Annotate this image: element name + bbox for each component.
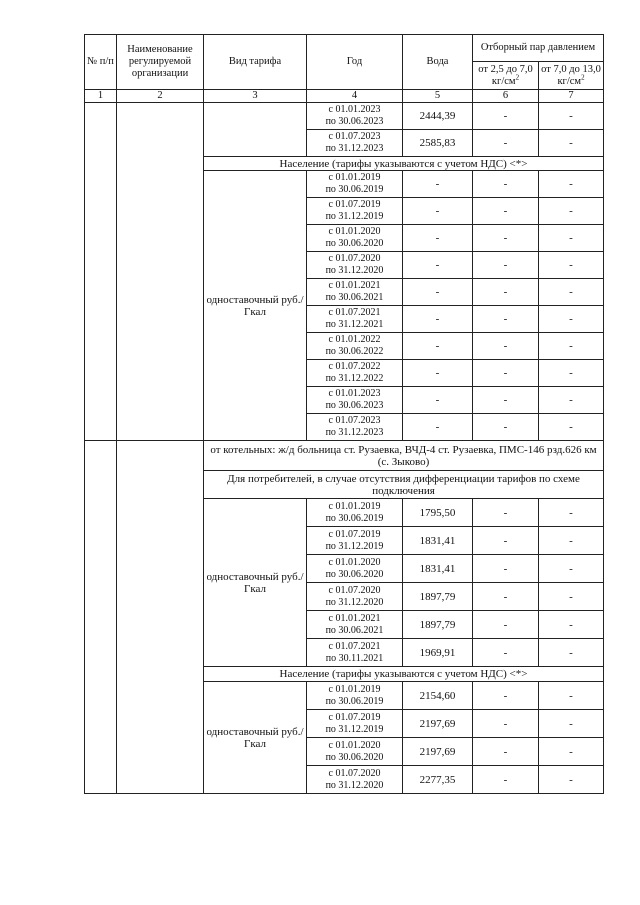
period-cell: [307, 710, 403, 738]
water-value: 1831,41: [403, 527, 473, 555]
period-cell: [307, 583, 403, 611]
water-value: -: [403, 387, 473, 414]
col-header-number: № п/п: [85, 35, 117, 90]
steam-high-value: -: [539, 611, 604, 639]
steam-low-value: -: [473, 306, 539, 333]
steam-high-value: -: [539, 306, 604, 333]
column-number: 7: [539, 90, 604, 103]
steam-low-value: -: [473, 639, 539, 667]
steam-low-value: -: [473, 252, 539, 279]
tariff-type-cell: одноставочный руб./Гкал: [204, 682, 307, 794]
period-cell: [307, 171, 403, 198]
period-to: по 31.12.2023: [325, 143, 384, 154]
period-to: по 31.12.2019: [325, 540, 384, 552]
period-to: по 30.06.2020: [325, 751, 384, 763]
steam-high-value: -: [539, 387, 604, 414]
period-cell: [307, 555, 403, 583]
water-value: -: [403, 171, 473, 198]
period-cell: [307, 387, 403, 414]
col-header-steam-high: от 7,0 до 13,0 $кг/см^2$: [539, 62, 604, 90]
period-from: с 01.01.2021: [328, 612, 381, 624]
water-value: -: [403, 252, 473, 279]
steam-low-value: -: [473, 333, 539, 360]
col-header-steam: Отборный пар давлением: [473, 35, 604, 62]
period-from: с 01.07.2020: [328, 253, 381, 264]
period-to: по 31.12.2020: [325, 265, 384, 276]
steam-high-value: -: [539, 252, 604, 279]
population-heading: Население (тарифы указываются с учетом НДС) <*>: [204, 157, 604, 171]
period-to: по 30.06.2019: [325, 512, 384, 524]
water-value: -: [403, 306, 473, 333]
column-number: 6: [473, 90, 539, 103]
water-value: -: [403, 279, 473, 306]
period-to: по 31.12.2020: [325, 596, 384, 608]
period-from: с 01.01.2022: [328, 334, 381, 345]
water-value: 2277,35: [403, 766, 473, 794]
row-number-cell: [85, 441, 117, 794]
column-numbers-row: [85, 90, 604, 103]
steam-high-value: -: [539, 639, 604, 667]
period-cell: [307, 252, 403, 279]
steam-low-value: -: [473, 555, 539, 583]
population-heading: Население (тарифы указываются с учетом НДС) <*>: [204, 667, 604, 682]
period-to: по 30.06.2020: [325, 568, 384, 580]
steam-low-value: -: [473, 360, 539, 387]
period-from: с 01.01.2023: [328, 388, 381, 399]
steam-high-value: -: [539, 738, 604, 766]
column-number: 3: [204, 90, 307, 103]
water-value: -: [403, 225, 473, 252]
col-header-steam-low: от 2,5 до 7,0 $кг/см^2$: [473, 62, 539, 90]
steam-high-value: -: [539, 682, 604, 710]
steam-high-value: -: [539, 766, 604, 794]
period-from: с 01.01.2019: [328, 683, 381, 695]
steam-high-value: -: [539, 527, 604, 555]
water-value: 2197,69: [403, 710, 473, 738]
period-from: с 01.07.2022: [328, 361, 381, 372]
period-cell: [307, 279, 403, 306]
table-row: [85, 103, 604, 130]
period-to: по 30.06.2020: [325, 238, 384, 249]
period-cell: [307, 527, 403, 555]
period-cell: [307, 333, 403, 360]
period-cell: [307, 639, 403, 667]
tariff-type-cell: одноставочный руб./Гкал: [204, 171, 307, 441]
steam-low-value: -: [473, 710, 539, 738]
steam-high-value: -: [539, 710, 604, 738]
period-from: с 01.07.2020: [328, 584, 381, 596]
period-to: по 30.06.2022: [325, 346, 384, 357]
steam-low-value: -: [473, 499, 539, 527]
column-number: 5: [403, 90, 473, 103]
steam-low-value: -: [473, 738, 539, 766]
consumers-heading: Для потребителей, в случае отсутствия дифференциации тарифов по схеме подключения: [204, 471, 604, 499]
water-value: -: [403, 414, 473, 441]
period-from: с 01.01.2020: [328, 226, 381, 237]
steam-high-value: -: [539, 333, 604, 360]
water-value: 1969,91: [403, 639, 473, 667]
steam-low-value: -: [473, 279, 539, 306]
water-value: 1795,50: [403, 499, 473, 527]
water-value: -: [403, 360, 473, 387]
period-to: по 30.06.2021: [325, 624, 384, 636]
steam-high-value: -: [539, 103, 604, 130]
period-to: по 31.12.2019: [325, 723, 384, 735]
steam-low-value: -: [473, 611, 539, 639]
period-from: с 01.01.2020: [328, 556, 381, 568]
steam-high-value: -: [539, 414, 604, 441]
period-from: с 01.01.2020: [328, 739, 381, 751]
water-value: 1897,79: [403, 583, 473, 611]
period-cell: [307, 130, 403, 157]
period-to: по 30.06.2019: [325, 184, 384, 195]
period-cell: [307, 225, 403, 252]
period-from: с 01.07.2019: [328, 711, 381, 723]
steam-high-value: -: [539, 279, 604, 306]
col-header-tariff-type: Вид тарифа: [204, 35, 307, 90]
steam-low-value: -: [473, 171, 539, 198]
period-cell: [307, 499, 403, 527]
period-from: с 01.07.2021: [328, 307, 381, 318]
period-to: по 31.12.2019: [325, 211, 384, 222]
period-to: по 30.06.2019: [325, 695, 384, 707]
steam-high-value: -: [539, 499, 604, 527]
steam-high-value: -: [539, 583, 604, 611]
steam-high-value: -: [539, 225, 604, 252]
column-number: 1: [85, 90, 117, 103]
boiler-heading-row: [85, 441, 604, 471]
column-number: 2: [117, 90, 204, 103]
steam-low-value: -: [473, 225, 539, 252]
steam-low-value: -: [473, 414, 539, 441]
tariff-table: [84, 34, 604, 794]
period-to: по 31.12.2022: [325, 373, 384, 384]
period-cell: [307, 360, 403, 387]
period-to: по 30.06.2023: [325, 400, 384, 411]
period-to: по 30.06.2023: [325, 116, 384, 127]
col-header-year: Год: [307, 35, 403, 90]
period-to: по 31.12.2020: [325, 779, 384, 791]
steam-high-value: -: [539, 171, 604, 198]
period-from: с 01.07.2019: [328, 528, 381, 540]
period-cell: [307, 611, 403, 639]
tariff-type-cell: [204, 103, 307, 157]
water-value: 2197,69: [403, 738, 473, 766]
period-from: с 01.01.2023: [328, 104, 381, 115]
steam-low-value: -: [473, 527, 539, 555]
period-cell: [307, 306, 403, 333]
steam-low-value: -: [473, 387, 539, 414]
water-value: 2444,39: [403, 103, 473, 130]
period-from: с 01.01.2019: [328, 172, 381, 183]
tariff-type-cell: одноставочный руб./Гкал: [204, 499, 307, 667]
water-value: -: [403, 198, 473, 225]
water-value: 1831,41: [403, 555, 473, 583]
period-to: по 30.06.2021: [325, 292, 384, 303]
period-from: с 01.07.2019: [328, 199, 381, 210]
water-value: -: [403, 333, 473, 360]
period-from: с 01.07.2020: [328, 767, 381, 779]
water-value: 1897,79: [403, 611, 473, 639]
boiler-heading: от котельных: ж/д больница ст. Рузаевка, ВЧД-4 ст. Рузаевка, ПМС-146 рзд.626 км (с. Зыково): [204, 441, 604, 471]
column-number: 4: [307, 90, 403, 103]
period-from: с 01.07.2021: [328, 640, 381, 652]
water-value: 2585,83: [403, 130, 473, 157]
col-header-organization: Наименование регулируемой организации: [117, 35, 204, 90]
steam-low-value: -: [473, 766, 539, 794]
steam-low-value: -: [473, 130, 539, 157]
period-to: по 31.12.2021: [325, 319, 384, 330]
period-to: по 31.12.2023: [325, 427, 384, 438]
steam-high-value: -: [539, 130, 604, 157]
period-from: с 01.01.2019: [328, 500, 381, 512]
period-to: по 30.11.2021: [325, 652, 384, 664]
period-cell: [307, 738, 403, 766]
row-number-cell: [85, 103, 117, 441]
period-cell: [307, 198, 403, 225]
period-cell: [307, 103, 403, 130]
col-header-water: Вода: [403, 35, 473, 90]
steam-low-value: -: [473, 682, 539, 710]
water-value: 2154,60: [403, 682, 473, 710]
steam-low-value: -: [473, 583, 539, 611]
steam-low-value: -: [473, 103, 539, 130]
period-cell: [307, 414, 403, 441]
organization-cell: [117, 441, 204, 794]
organization-cell: [117, 103, 204, 441]
steam-high-value: -: [539, 360, 604, 387]
period-cell: [307, 766, 403, 794]
period-from: с 01.07.2023: [328, 415, 381, 426]
period-from: с 01.01.2021: [328, 280, 381, 291]
steam-high-value: -: [539, 555, 604, 583]
steam-high-value: -: [539, 198, 604, 225]
period-cell: [307, 682, 403, 710]
steam-low-value: -: [473, 198, 539, 225]
period-from: с 01.07.2023: [328, 131, 381, 142]
